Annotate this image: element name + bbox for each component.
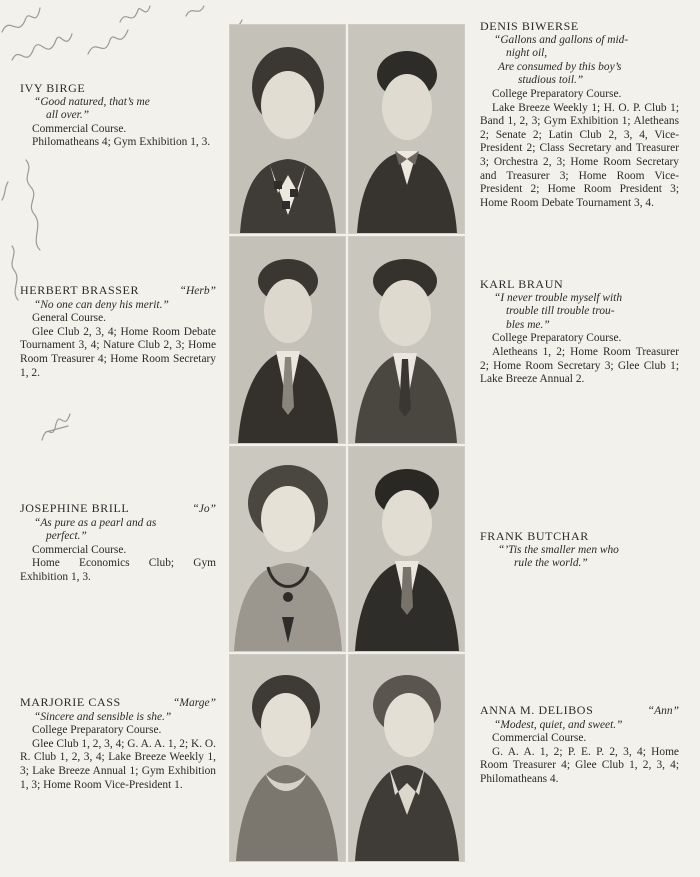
student-name: DENIS BIWERSE — [480, 19, 579, 33]
portrait-frank-butchar — [348, 446, 465, 652]
entry-karl-braun — [480, 278, 679, 387]
student-name: ANNA M. DELIBOS — [480, 703, 594, 717]
quote-line: “’Tis the smaller men who — [498, 543, 619, 556]
quote-line: Are consumed by this boy’s — [498, 60, 622, 73]
course: Commercial Course. — [492, 732, 587, 745]
quote-line: “No one can deny his merit.” — [34, 298, 169, 311]
quote-line: “Modest, quiet, and sweet.” — [494, 718, 623, 731]
activities: Glee Club 1, 2, 3, 4; G. A. A. 1, 2; K. O. R. Club 1, 2, 3, 4; Lake Breeze Weekly 1, 3; Lake Breeze Annual 1; Gym Exhibition 1, 3; Home Room Vice-President 1. — [20, 737, 216, 791]
student-name: MARJORIE CASS — [20, 695, 121, 709]
nickname: “Ann” — [647, 705, 679, 717]
course: Commercial Course. — [32, 122, 127, 135]
activities: Lake Breeze Weekly 1; H. O. P. Club 1; Band 1, 2, 3; Gym Exhibition 1; Aletheans 2; Senate 2; Latin Club 2, 3, 4, Vice-President 2; Class Secretary and Treasurer 3; Orchestra 2, 3; Home Room Secretary and Treasurer 3; Home Room Vice-President 2; Home Room President 3; Home Room Debate Tournament 3, 4. — [480, 101, 679, 209]
activities: Philomatheans 4; Gym Exhibition 1, 3. — [32, 136, 211, 149]
quote-line: “Good natured, that’s me — [34, 95, 150, 108]
portrait-herbert-brasser — [229, 236, 346, 444]
portrait-josephine-brill — [229, 446, 346, 652]
activities: Glee Club 2, 3, 4; Home Room Debate Tournament 3, 4; Nature Club 2, 3; Home Room Treasurer 4; Home Room Secretary 1, 2. — [20, 325, 216, 379]
nickname: “Jo” — [192, 503, 216, 515]
entry-herbert-brasser — [20, 284, 216, 380]
portrait-denis-biwerse — [348, 24, 465, 234]
portrait-ivy-birge — [229, 24, 346, 234]
quote-line: “Gallons and gallons of mid- — [494, 33, 629, 46]
entry-denis-biwerse — [480, 20, 679, 210]
activities: G. A. A. 1, 2; P. E. P. 2, 3, 4; Home Room Treasurer 4; Glee Club 1, 2, 3, 4; Philomatheans 4. — [480, 745, 679, 785]
quote-line: night oil, — [506, 47, 548, 60]
entry-josephine-brill — [20, 502, 216, 585]
quote-line: trouble till trouble trou- — [506, 305, 615, 318]
quote-line: all over.” — [46, 109, 90, 122]
activities: Home Economics Club; Gym Exhibition 1, 3. — [20, 557, 216, 583]
course: College Preparatory Course. — [32, 724, 162, 737]
portrait-karl-braun — [348, 236, 465, 444]
quote-line: “As pure as a pearl and as — [34, 516, 157, 529]
quote-line: bles me.” — [506, 318, 550, 331]
student-name: HERBERT BRASSER — [20, 283, 140, 297]
quote-line: rule the world.” — [514, 557, 588, 570]
photo-grid — [229, 24, 465, 862]
quote-line: studious toil.” — [518, 74, 584, 87]
entry-frank-butchar — [480, 530, 679, 571]
student-name: IVY BIRGE — [20, 81, 86, 95]
entry-anna-delibos — [480, 704, 679, 787]
entry-ivy-birge — [20, 82, 216, 150]
entry-marjorie-cass — [20, 696, 216, 792]
portrait-anna-delibos — [348, 654, 465, 862]
quote-line: “Sincere and sensible is she.” — [34, 710, 172, 723]
student-name: JOSEPHINE BRILL — [20, 501, 130, 515]
nickname: “Marge” — [172, 697, 216, 709]
portrait-marjorie-cass — [229, 654, 346, 862]
course: College Preparatory Course. — [492, 87, 622, 100]
activities: Aletheans 1, 2; Home Room Treasurer 2; Home Room Secretary 3; Glee Club 1; Lake Breeze Annual 2. — [480, 345, 679, 386]
margin-handwriting — [0, 0, 260, 470]
student-name: FRANK BUTCHAR — [480, 529, 589, 543]
quote-line: perfect.” — [46, 530, 87, 543]
nickname: “Herb” — [179, 285, 216, 297]
course: General Course. — [32, 312, 107, 325]
course: College Preparatory Course. — [492, 332, 622, 345]
student-name: KARL BRAUN — [480, 277, 564, 291]
course: Commercial Course. — [32, 543, 127, 556]
quote-line: “I never trouble myself with — [494, 291, 623, 304]
